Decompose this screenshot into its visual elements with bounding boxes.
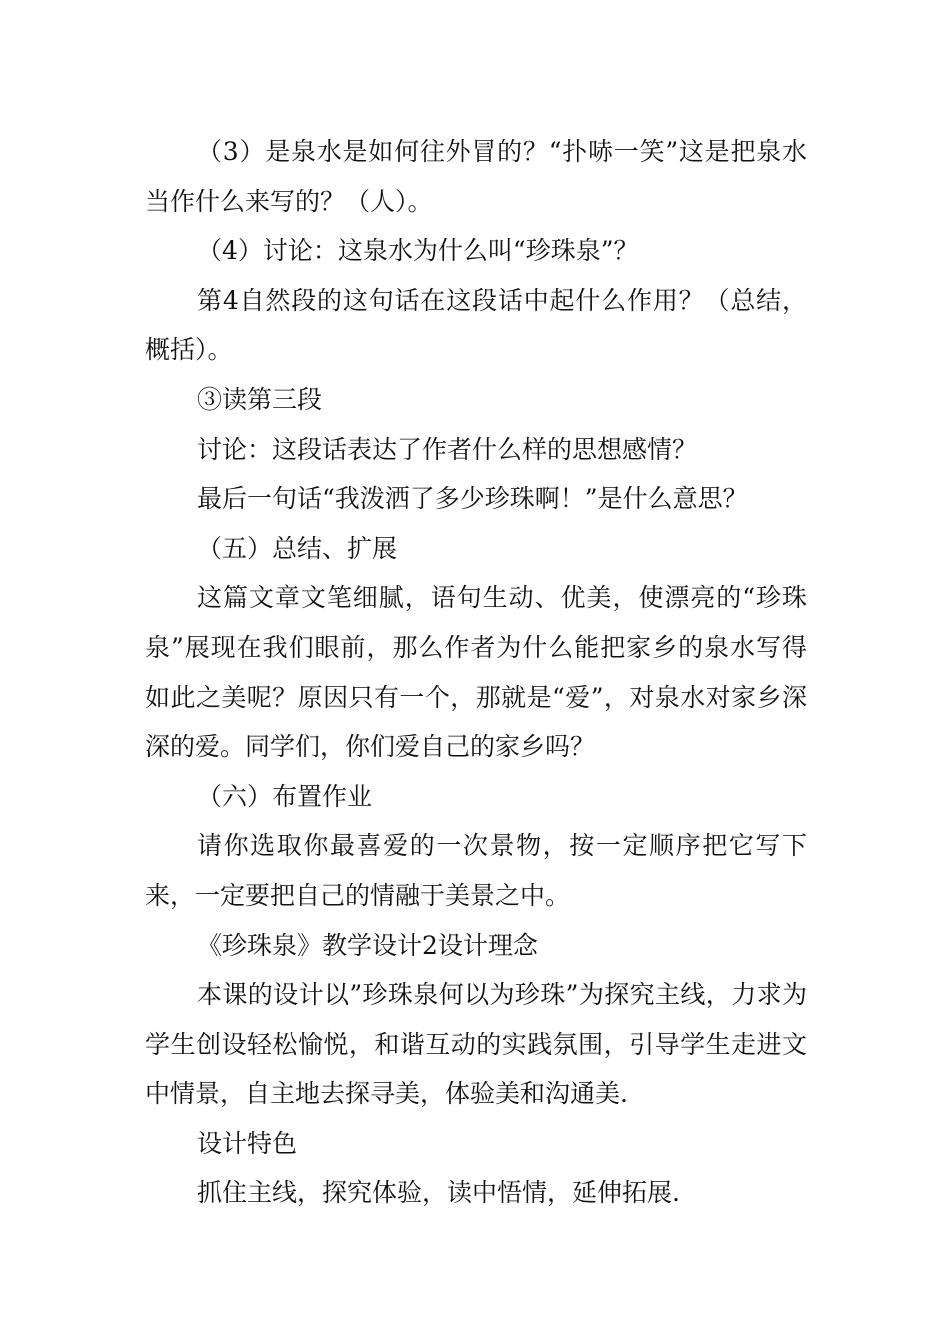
document-body xyxy=(145,127,807,1218)
paragraph-homework: 请你选取你最喜爱的一次景物，按一定顺序把它写下来，一定要把自己的情融于美景之中。 xyxy=(145,831,807,910)
heading-design-features: 设计特色 xyxy=(197,1128,298,1158)
paragraph-summary: 这篇文章文笔细腻，语句生动、优美，使漂亮的“珍珠泉”展现在我们眼前，那么作者为什么能把家乡的泉水写得如此之美呢？原因只有一个，那就是“爱”，对泉水对家乡深深的爱。同学们，你们爱自己的家乡吗？ xyxy=(145,583,807,762)
paragraph-last-sentence: 最后一句话“我泼洒了多少珍珠啊！”是什么意思？ xyxy=(197,484,748,514)
heading-design-2: 《珍珠泉》教学设计2设计理念 xyxy=(197,930,538,960)
paragraph-question-3: （3）是泉水是如何往外冒的？“扑哧一笑”这是把泉水当作什么来写的？（人）。 xyxy=(145,137,807,216)
paragraph-discussion-feelings: 讨论：这段话表达了作者什么样的思想感情？ xyxy=(197,434,698,464)
paragraph-section-4-role: 第4自然段的这句话在这段话中起什么作用？（总结，概括）。 xyxy=(145,285,807,365)
paragraph-question-4: （4）讨论：这泉水为什么叫“珍珠泉”？ xyxy=(197,236,639,266)
paragraph-design-concept: 本课的设计以”珍珠泉何以为珍珠”为探究主线，力求为学生创设轻松愉悦，和谐互动的实践氛围，引导学生走进文中情景，自主地去探寻美，体验美和沟通美. xyxy=(145,980,807,1109)
paragraph-design-features: 抓住主线，探究体验，读中悟情，延伸拓展. xyxy=(197,1178,680,1208)
heading-homework: （六）布置作业 xyxy=(197,781,373,811)
heading-summary-extension: （五）总结、扩展 xyxy=(197,533,398,563)
paragraph-read-third-section: ③读第三段 xyxy=(197,384,323,414)
